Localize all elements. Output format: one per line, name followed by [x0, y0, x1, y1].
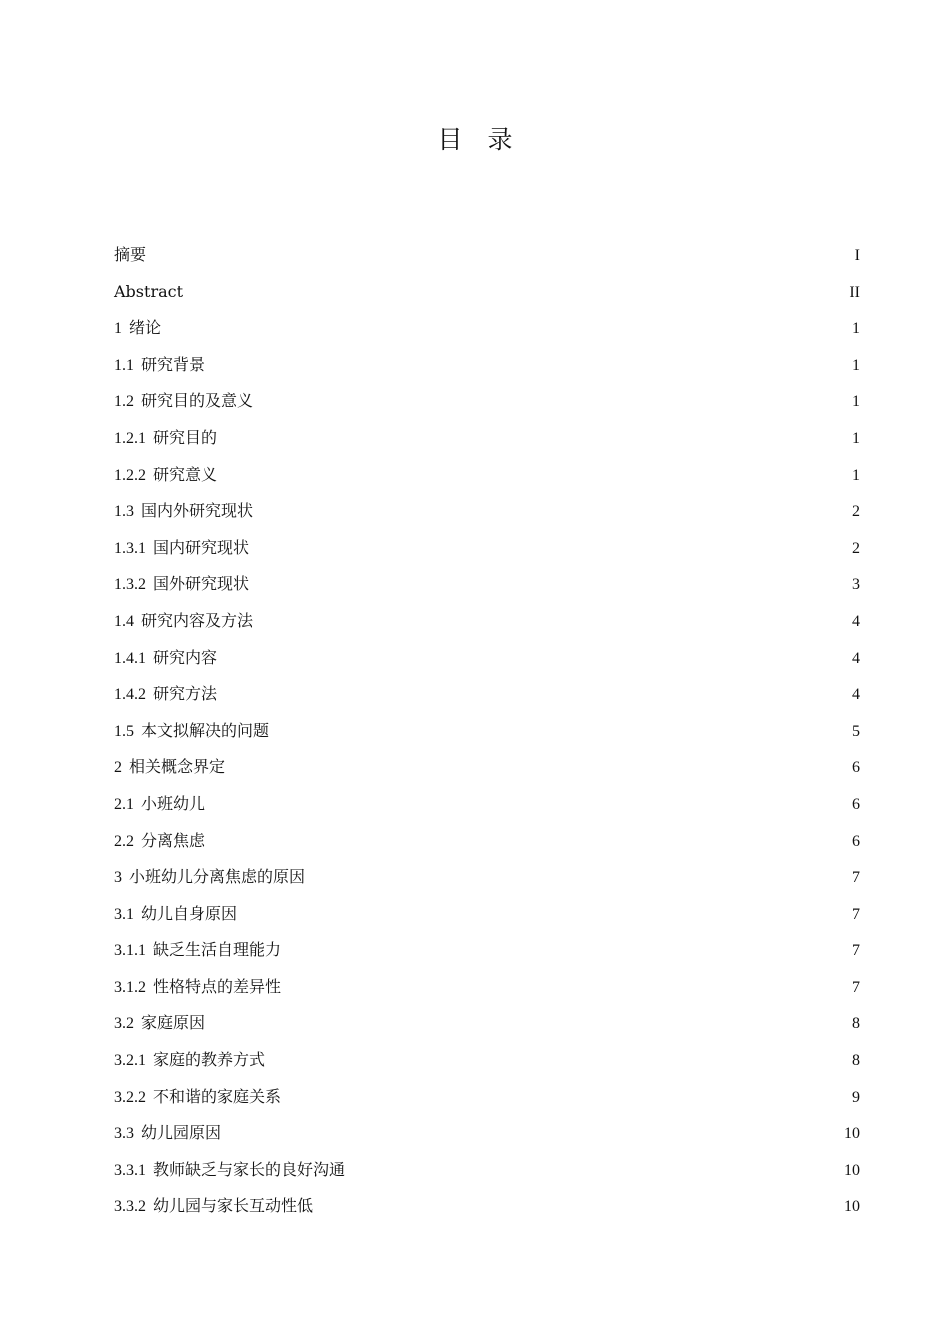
toc-entry-title: 家庭的教养方式	[153, 1050, 266, 1070]
toc-entry-number: 1.3	[114, 503, 134, 521]
toc-entry-number: 1	[114, 320, 122, 338]
toc-entry-page: 10	[844, 1161, 860, 1179]
toc-entry[interactable]	[114, 932, 860, 969]
toc-entry-title: 性格特点的差异性	[153, 976, 282, 996]
toc-entry-number: 1.5	[114, 722, 134, 740]
toc-entry-page: 4	[852, 686, 860, 704]
toc-entry-page: 1	[852, 320, 860, 338]
toc-entry-number: 1.4	[114, 612, 134, 630]
toc-entry-number: 3.1.2	[114, 978, 146, 996]
toc-entry-title: 摘要	[114, 245, 147, 264]
toc-entry[interactable]	[114, 420, 860, 457]
toc-entry-title: 国内外研究现状	[141, 501, 254, 521]
toc-entry-title: 家庭原因	[141, 1013, 206, 1033]
toc-entry-number: 1.3.2	[114, 576, 146, 594]
page-title: 目 录	[437, 125, 513, 154]
toc-entry-number: 3.1	[114, 905, 134, 923]
toc-entry-number: 3.3.1	[114, 1161, 146, 1179]
toc-entry-title: 国内研究现状	[153, 537, 250, 557]
toc-entry-page: 6	[852, 759, 860, 777]
toc-entry-number: 1.2.2	[114, 466, 146, 484]
toc-entry-page: I	[854, 247, 860, 264]
toc-entry[interactable]	[114, 274, 860, 311]
toc-entry-number: 2	[114, 759, 122, 777]
toc-entry-title: 分离焦虑	[141, 830, 206, 850]
toc-entry[interactable]	[114, 969, 860, 1006]
toc-entry-number: 1.4.2	[114, 686, 146, 704]
toc-entry-number: 3	[114, 869, 122, 887]
toc-entry[interactable]	[114, 896, 860, 933]
toc-entry-page: 8	[852, 1052, 860, 1070]
toc-entry-page: 2	[852, 503, 860, 521]
toc-entry[interactable]	[114, 457, 860, 494]
toc-entry-title: 小班幼儿分离焦虑的原因	[129, 867, 306, 887]
toc-entry[interactable]	[114, 1079, 860, 1116]
toc-entry-title: 国外研究现状	[153, 574, 250, 594]
toc-entry[interactable]	[114, 676, 860, 713]
toc-entry-page: 7	[852, 978, 860, 996]
toc-entry-number: 3.2.2	[114, 1088, 146, 1106]
toc-entry[interactable]	[114, 1042, 860, 1079]
toc-entry[interactable]	[114, 310, 860, 347]
toc-entry[interactable]	[114, 237, 860, 274]
toc-entry-number: 3.1.1	[114, 942, 146, 960]
toc-entry-title: 研究背景	[141, 354, 206, 374]
toc-entry-number: 3.2	[114, 1015, 134, 1033]
toc-entry-page: II	[849, 283, 860, 301]
toc-entry-number: 2.2	[114, 832, 134, 850]
toc-entry[interactable]	[114, 347, 860, 384]
toc-entry[interactable]	[114, 1115, 860, 1152]
toc-entry-title: 研究内容	[153, 647, 218, 667]
toc-entry-page: 8	[852, 1015, 860, 1033]
toc-entry[interactable]	[114, 640, 860, 677]
toc-entry-page: 7	[852, 942, 860, 960]
toc-entry-page: 10	[844, 1198, 860, 1216]
toc-entry-page: 1	[852, 393, 860, 411]
toc-entry-number: 3.3.2	[114, 1198, 146, 1216]
toc-entry-page: 7	[852, 869, 860, 887]
toc-entry-title: Abstract	[114, 281, 184, 301]
toc-entry-page: 6	[852, 832, 860, 850]
toc-entry-page: 1	[852, 466, 860, 484]
toc-entry-title: 研究意义	[153, 464, 218, 484]
toc-entry[interactable]	[114, 713, 860, 750]
toc-entry-page: 2	[852, 539, 860, 557]
toc-entry[interactable]	[114, 823, 860, 860]
toc-entry-page: 6	[852, 795, 860, 813]
toc-entry-number: 2.1	[114, 795, 134, 813]
toc-entry-title: 幼儿自身原因	[141, 903, 238, 923]
toc-entry-title: 相关概念界定	[129, 757, 226, 777]
toc-entry[interactable]	[114, 383, 860, 420]
toc-entry-title: 幼儿园原因	[141, 1123, 222, 1143]
toc-entry[interactable]	[114, 1152, 860, 1189]
toc-entry-title: 研究内容及方法	[141, 610, 254, 630]
toc-entry-page: 7	[852, 905, 860, 923]
toc-entry-page: 4	[852, 649, 860, 667]
toc-entry-title: 幼儿园与家长互动性低	[153, 1196, 314, 1216]
toc-entry[interactable]	[114, 749, 860, 786]
table-of-contents	[114, 237, 860, 1225]
toc-entry-title: 绪论	[129, 318, 162, 338]
toc-entry-number: 1.4.1	[114, 649, 146, 667]
toc-entry-title: 本文拟解决的问题	[141, 720, 270, 740]
toc-entry[interactable]	[114, 493, 860, 530]
toc-entry-number: 3.3	[114, 1125, 134, 1143]
toc-entry-page: 9	[852, 1088, 860, 1106]
toc-entry[interactable]	[114, 566, 860, 603]
toc-entry[interactable]	[114, 1005, 860, 1042]
toc-entry-title: 研究目的	[153, 427, 218, 447]
toc-entry-title: 研究目的及意义	[141, 391, 254, 411]
toc-entry-number: 1.2.1	[114, 429, 146, 447]
toc-entry-title: 不和谐的家庭关系	[153, 1086, 282, 1106]
toc-entry-title: 缺乏生活自理能力	[153, 940, 282, 960]
toc-entry-page: 1	[852, 356, 860, 374]
toc-entry-title: 教师缺乏与家长的良好沟通	[153, 1159, 346, 1179]
toc-entry-page: 3	[852, 576, 860, 594]
toc-entry-number: 1.1	[114, 356, 134, 374]
toc-entry-page: 10	[844, 1125, 860, 1143]
toc-entry-number: 1.3.1	[114, 539, 146, 557]
toc-entry[interactable]	[114, 859, 860, 896]
toc-entry[interactable]	[114, 1188, 860, 1225]
toc-entry[interactable]	[114, 786, 860, 823]
toc-entry-page: 5	[852, 722, 860, 740]
toc-entry-number: 3.2.1	[114, 1052, 146, 1070]
toc-entry[interactable]	[114, 603, 860, 640]
toc-entry-title: 研究方法	[153, 684, 218, 704]
toc-entry-title: 小班幼儿	[141, 793, 206, 813]
toc-entry[interactable]	[114, 530, 860, 567]
toc-entry-number: 1.2	[114, 393, 134, 411]
toc-entry-page: 4	[852, 612, 860, 630]
toc-entry-page: 1	[852, 429, 860, 447]
